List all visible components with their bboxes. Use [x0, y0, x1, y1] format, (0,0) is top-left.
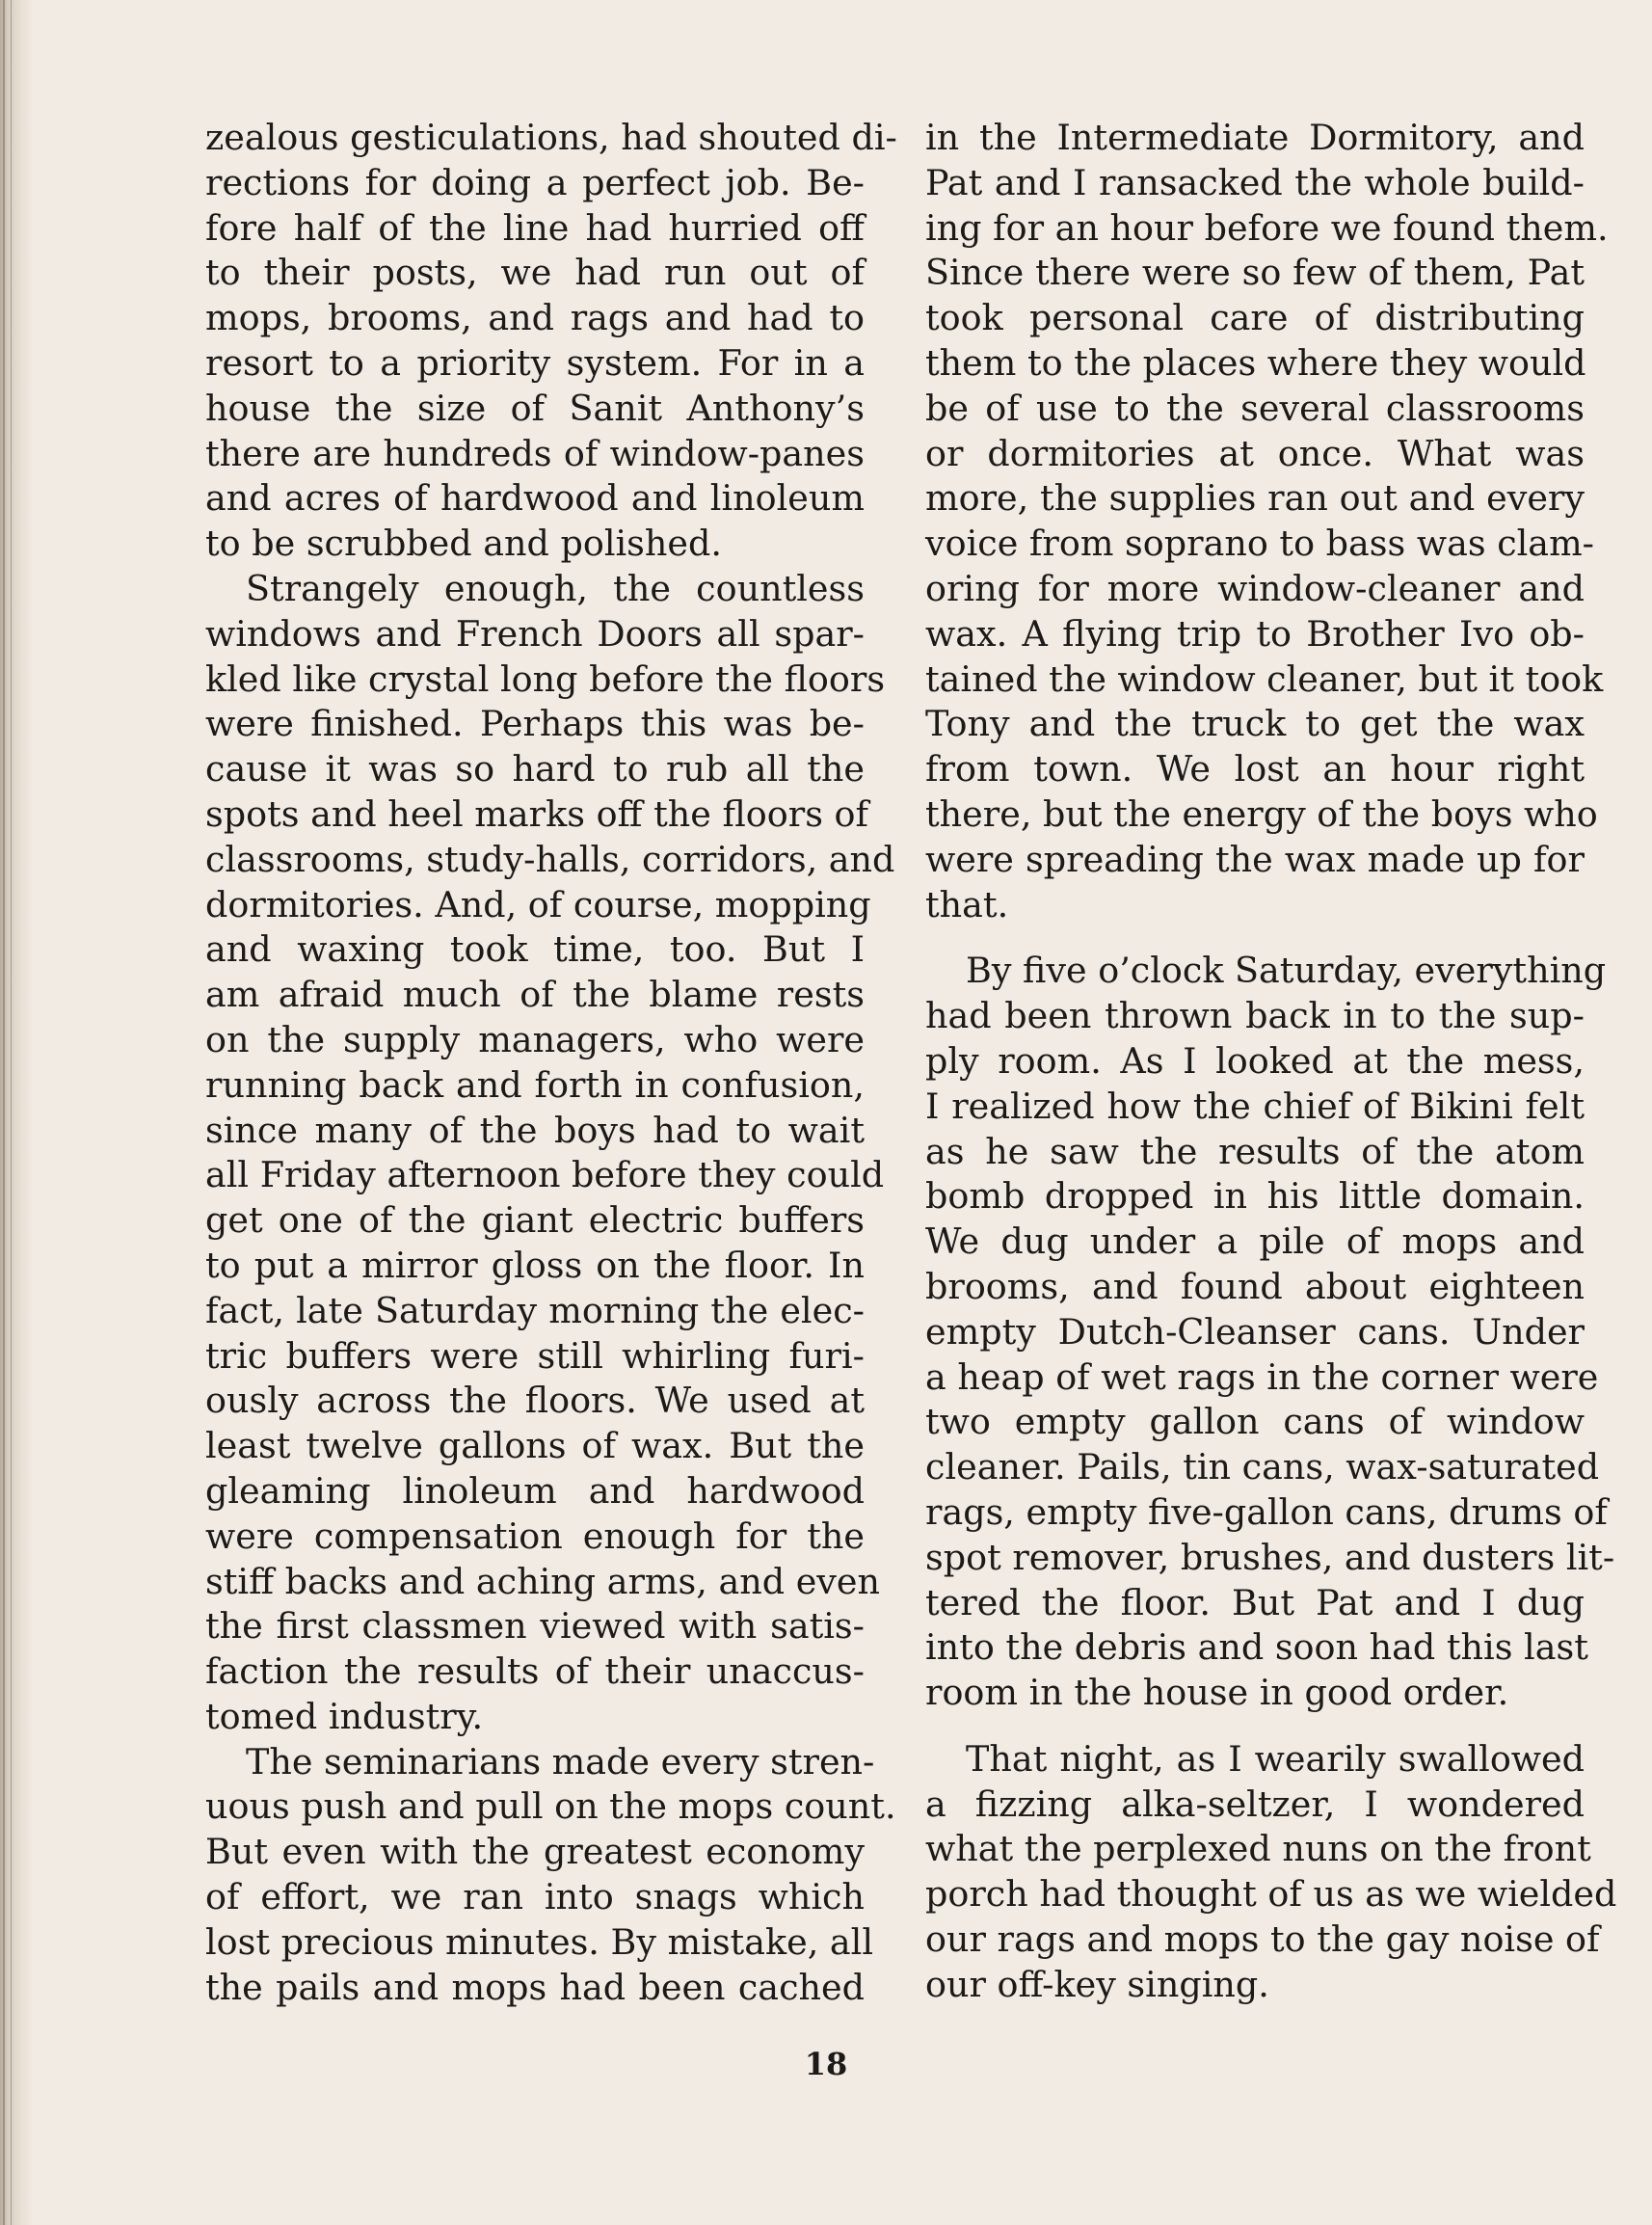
text-line: to be scrubbed and polished. — [205, 523, 722, 565]
text-line: rections for doing a perfect job. Be- — [205, 161, 865, 203]
text-line: voice from soprano to bass was clam- — [925, 523, 1595, 565]
text-line: in the Intermediate Dormitory, and — [925, 117, 1585, 158]
text-line: resort to a priority system. For in a — [205, 341, 865, 384]
text-line: gleaming linoleum and hardwood — [205, 1469, 865, 1512]
text-line: ously across the floors. We used at — [205, 1380, 865, 1422]
text-line: Since there were so few of them, Pat — [925, 252, 1585, 294]
text-line: brooms, and found about eighteen — [925, 1265, 1585, 1307]
page-number: 18 — [804, 2046, 848, 2082]
text-line: to their posts, we had run out of — [205, 252, 865, 294]
text-line: least twelve gallons of wax. But the — [205, 1425, 865, 1467]
text-line: room in the house in good order. — [925, 1672, 1509, 1714]
text-line: Tony and the truck to get the wax — [925, 703, 1585, 745]
text-line: classrooms, study-halls, corridors, and — [205, 838, 895, 880]
text-line: ply room. As I looked at the mess, — [925, 1039, 1585, 1082]
text-line: windows and French Doors all spar- — [205, 612, 865, 655]
text-line: spots and heel marks off the floors of — [205, 792, 869, 835]
text-line: fact, late Saturday morning the elec- — [205, 1289, 865, 1331]
text-line: stiff backs and aching arms, and even — [205, 1560, 881, 1602]
text-line: as he saw the results of the atom — [925, 1130, 1585, 1172]
text-line: what the perplexed nuns on the front — [925, 1828, 1591, 1870]
paragraph-gap — [925, 1716, 1585, 1737]
text-line: from town. We lost an hour right — [925, 748, 1585, 791]
text-line: oring for more window-cleaner and — [925, 567, 1585, 609]
text-line: to put a mirror gloss on the floor. In — [205, 1244, 865, 1286]
text-line: empty Dutch-Cleanser cans. Under — [925, 1310, 1585, 1353]
text-line: get one of the giant electric buffers — [205, 1199, 865, 1242]
paragraph-gap — [925, 927, 1585, 949]
text-line: house the size of Sanit Anthony’s — [205, 387, 865, 429]
text-line: were compensation enough for the — [205, 1515, 865, 1557]
text-line: tric buffers were still whirling furi- — [205, 1334, 865, 1377]
text-line: am afraid much of the blame rests — [205, 974, 865, 1016]
text-line: be of use to the several classrooms — [925, 387, 1585, 429]
text-line: them to the places where they would — [925, 341, 1586, 384]
text-line: I realized how the chief of Bikini felt — [925, 1085, 1585, 1127]
text-line: spot remover, brushes, and dusters lit- — [925, 1536, 1615, 1578]
text-line: all Friday afternoon before they could — [205, 1154, 885, 1196]
text-line: We dug under a pile of mops and — [925, 1220, 1585, 1263]
text-line: or dormitories at once. What was — [925, 432, 1585, 474]
text-line: lost precious minutes. By mistake, all — [205, 1920, 874, 1963]
text-line: uous push and pull on the mops count. — [205, 1785, 896, 1828]
text-line: ing for an hour before we found them. — [925, 206, 1609, 249]
text-line: tomed industry. — [205, 1695, 484, 1737]
text-line: our rags and mops to the gay noise of — [925, 1918, 1600, 1961]
text-line: took personal care of distributing — [925, 297, 1585, 339]
text-line: bomb dropped in his little domain. — [925, 1175, 1585, 1218]
right-text-column — [925, 116, 1617, 2008]
text-line: tained the window cleaner, but it took — [925, 657, 1604, 700]
text-line: tered the floor. But Pat and I dug — [925, 1581, 1585, 1623]
left-text-column — [205, 116, 897, 2010]
text-line: there, but the energy of the boys who — [925, 792, 1598, 835]
text-line: cleaner. Pails, tin cans, wax-saturated — [925, 1446, 1600, 1488]
text-line: mops, brooms, and rags and had to — [205, 297, 865, 339]
text-line: porch had thought of us as we wielded — [925, 1873, 1617, 1916]
text-line: Strangely enough, the countless — [246, 567, 865, 609]
text-line: Pat and I ransacked the whole build- — [925, 161, 1585, 203]
text-line: of effort, we ran into snags which — [205, 1876, 865, 1918]
text-line: were spreading the wax made up for — [925, 838, 1585, 880]
text-line: there are hundreds of window-panes — [205, 432, 865, 474]
text-line: and waxing took time, too. But I — [205, 928, 865, 971]
page-binding-edge — [0, 0, 33, 2225]
text-line: the first classmen viewed with satis- — [205, 1605, 865, 1648]
text-line: since many of the boys had to wait — [205, 1109, 865, 1151]
text-line: fore half of the line had hurried off — [205, 206, 865, 249]
text-line: on the supply managers, who were — [205, 1018, 865, 1060]
text-line: cause it was so hard to rub all the — [205, 748, 865, 791]
text-line: rags, empty five-gallon cans, drums of — [925, 1490, 1608, 1533]
text-line: running back and forth in confusion, — [205, 1063, 865, 1106]
text-line: the pails and mops had been cached — [205, 1966, 865, 2008]
text-line: our off-key singing. — [925, 1963, 1269, 2005]
text-line: were finished. Perhaps this was be- — [205, 703, 865, 745]
text-line: and acres of hardwood and linoleum — [205, 477, 865, 520]
text-line: faction the results of their unaccus- — [205, 1650, 865, 1693]
text-line: a heap of wet rags in the corner were — [925, 1355, 1599, 1398]
text-line: The seminarians made every stren- — [246, 1740, 875, 1783]
text-line: dormitories. And, of course, mopping — [205, 883, 871, 925]
text-line: kled like crystal long before the floors — [205, 657, 886, 700]
text-line: a fizzing alka-seltzer, I wondered — [925, 1783, 1585, 1825]
text-line: But even with the greatest economy — [205, 1831, 865, 1873]
text-line: That night, as I wearily swallowed — [966, 1737, 1585, 1780]
text-line: into the debris and soon had this last — [925, 1626, 1588, 1669]
text-line: By five o’clock Saturday, everything — [966, 950, 1607, 992]
text-line: more, the supplies ran out and every — [925, 477, 1585, 520]
text-line: had been thrown back in to the sup- — [925, 995, 1585, 1037]
text-line: that. — [925, 883, 1009, 925]
text-line: zealous gesticulations, had shouted di- — [205, 117, 897, 158]
text-line: wax. A flying trip to Brother Ivo ob- — [925, 612, 1585, 655]
text-line: two empty gallon cans of window — [925, 1401, 1585, 1443]
